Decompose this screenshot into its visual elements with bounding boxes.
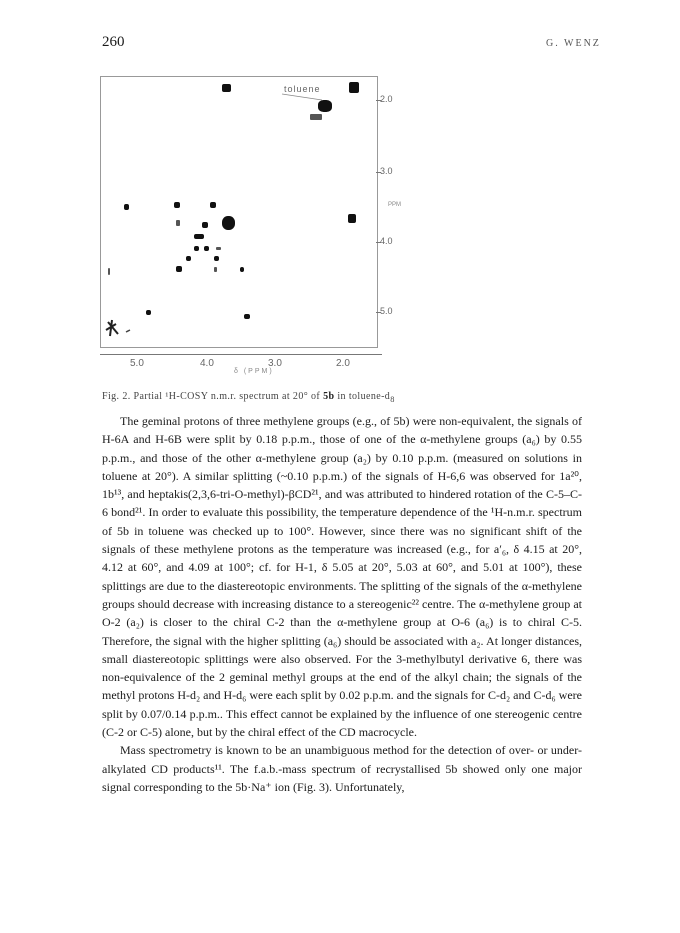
- body-text: [102, 412, 582, 796]
- y-axis-unit: PPM: [388, 202, 402, 208]
- x-tick-label: 4.0: [200, 358, 214, 369]
- running-head: G. WENZ: [546, 38, 601, 49]
- caption-suffix: in toluene-d: [337, 391, 391, 402]
- y-tick-label: 3.0: [380, 166, 393, 176]
- caption-suffix-subscript: 8: [390, 395, 395, 404]
- y-tick-label: 5.0: [380, 306, 393, 316]
- caption-text: Partial ¹H-COSY n.m.r. spectrum at 20° of: [133, 391, 321, 402]
- diagonal-peak-cluster: [96, 72, 402, 372]
- y-tick-label: 2.0: [380, 94, 393, 104]
- cosy-spectrum-figure: [96, 72, 402, 382]
- paragraph: Mass spectrometry is known to be an unambiguous method for the detection of over- or under-alkylated CD products¹¹. The f.a.b.-mass spectrum of recrystallised 5b showed only one major signal corresponding to the 5b·Na⁺ ion (Fig. 3). Unfortunately,: [102, 743, 582, 794]
- x-tick-label: 5.0: [130, 358, 144, 369]
- x-tick-label: 2.0: [336, 358, 350, 369]
- caption-prefix: Fig. 2.: [102, 391, 131, 402]
- page-number: 260: [102, 34, 125, 50]
- x-tick-label: 3.0: [268, 358, 282, 369]
- y-tick-label: 4.0: [380, 236, 393, 246]
- paragraph: The geminal protons of three methylene groups (e.g., of 5b) were non-equivalent, the signals of H-6A and H-6B were split by 0.18 p.p.m., those of one of the α-methylene groups (a₆) by 0.55 p.p.m., and those of the other α-methylene group (a₂) by 0.10 p.p.m. (measured on solutions in toluene at 20°). A similar splitting (~0.10 p.p.m.) of the signals of H-6,6 was observed for 1a²⁰, 1b¹³, and heptakis(2,3,6-tri-O-methyl)-βCD²¹, and was attributed to hindered rotation of the C-5–C-6 bond²¹. In order to evaluate this possibility, the temperature dependence of the ¹H-n.m.r. spectrum of 5b in toluene was checked up to 100°. However, since there was no significant shift of the signals of these methylene protons as the temperature was increased (e.g., for a′₆, δ 4.15 at 20°, 4.12 at 60°, and 4.09 at 100°; cf. for H-1, δ 5.05 at 20°, 5.03 at 60°, and 5.01 at 100°), these splittings are due to the diastereotopic environments. The splitting of the signals of the α-methylene groups should decrease with increasing distance to a stereogenic²² centre. The α-methylene group at O-2 (a₂) is closer to the chiral C-2 than the α-methylene group at O-6 (a₆) is to chiral C-5. Therefore, the signal with the higher splitting (a₆) should be associated with a₂. At longer distances, small diastereotopic splittings were also observed. For the 3-methylbutyl derivative 6, there was non-equivalence of the 2 geminal methyl groups at the end of the alkyl chain; the signals of the methyl protons H-d₂ and H-d₆ were each split by 0.02 p.p.m. and the signals for C-d₂ and C-d₆ were split by 0.07/0.14 p.p.m.. This effect cannot be explained by the influence of one stereogenic centre (C-2 or C-5) alone, but by the chiral effect of the CD macrocycle.: [102, 414, 582, 740]
- toluene-annotation: toluene: [284, 84, 321, 94]
- x-axis-line: [100, 354, 382, 355]
- figure-caption: [102, 391, 395, 404]
- caption-compound: 5b: [323, 391, 335, 402]
- x-axis-title: δ (PPM): [234, 368, 274, 375]
